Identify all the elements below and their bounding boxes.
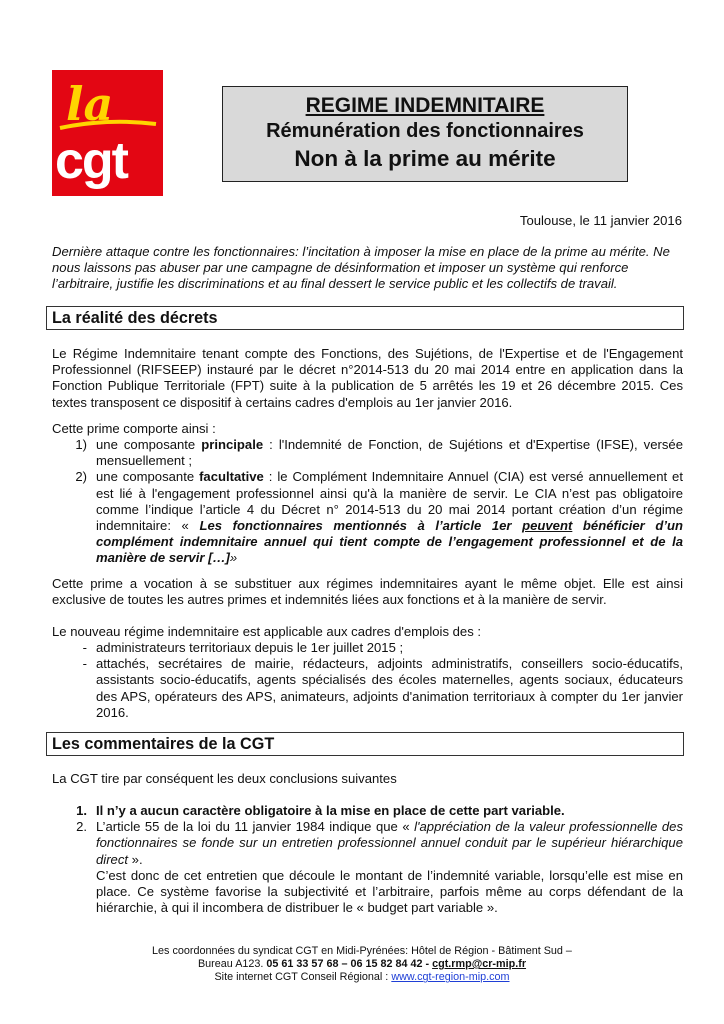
intro-paragraph: Dernière attaque contre les fonctionnaires: l’incitation à imposer la mise en place de la prime au mérite. Ne nous laissons pas abuser par une campagne de désinformation et imposer un système qui renforce l’arbitraire, justifie les discriminations et au final dessert le service public et les collectifs de travail. — [52, 244, 670, 292]
section-heading-decrets: La réalité des décrets — [46, 306, 684, 330]
components-list — [52, 437, 683, 567]
document-date: Toulouse, le 11 janvier 2016 — [519, 213, 682, 228]
cadres-list — [52, 640, 683, 721]
logo-cgt-text: cgt — [55, 132, 127, 190]
list-item: - attachés, secrétaires de mairie, rédacteurs, adjoints administratifs, conseillers socio-éducatifs, assistants socio-éducatifs, agents spécialisés des écoles maternelles, agents sociaux, éducateurs des APS, opérateurs des APS, animateurs, adjoints d'animation territoriaux à compter du 1er janvier 2016. — [82, 656, 683, 720]
list-item: 2. L’article 55 de la loi du 11 janvier 1984 indique que « l'appréciation de la valeur professionnelle des fonctionnaires se fonde sur un entretien professionnel annuel conduit par le supérieur hiérarchique direct ». C’est donc de cet entretien que découle le montant de l’indemnité variable, lorsqu’elle est mise en place. Ce système favorise la subjectivité et l’arbitraire, parfois même au corps défendant de la hiérarchie, à qui il incombera de distribuer le « budget part variable ». — [76, 819, 683, 916]
footer-website-link[interactable]: www.cgt-region-mip.com — [391, 971, 510, 984]
paragraph-substitution: Cette prime a vocation à se substituer aux régimes indemnitaires ayant le même objet. Elle est ainsi exclusive de toutes les autres primes et indemnités liées aux fonctions et à la manière de servir. — [52, 576, 683, 608]
footer-line-3: Site internet CGT Conseil Régional : www.cgt-region-mip.com — [214, 971, 510, 984]
footer-email-link[interactable]: cgt.rmp@cr-mip.fr — [432, 958, 527, 971]
paragraph-composition: Cette prime comporte ainsi : — [52, 421, 216, 436]
title-line-1: REGIME INDEMNITAIRE — [305, 94, 545, 117]
title-box — [222, 86, 628, 182]
section-heading-commentaires: Les commentaires de la CGT — [46, 732, 684, 756]
title-line-3: Non à la prime au mérite — [294, 146, 556, 171]
list-item: 1. Il n’y a aucun caractère obligatoire à la mise en place de cette part variable. — [76, 803, 565, 818]
list-item: 1) une composante principale : l'Indemnité de Fonction, de Sujétions et d'Expertise (IFSE), versée mensuellement ; — [75, 437, 683, 469]
logo-la-text: la — [66, 77, 114, 131]
paragraph-rifseep: Le Régime Indemnitaire tenant compte des Fonctions, des Sujétions, de l'Expertise et de l'Engagement Professionnel (RIFSEEP) instauré par le décret n°2014-513 du 20 mai 2014 entre en application dans la Fonction Publique Territoriale (FPT) suite à la publication de 5 arrêtés les 19 et 26 décembre 2015. Ces textes transposent ce dispositif à certains cadres d'emplois au 1er janvier 2016. — [52, 346, 683, 410]
list-item: 2) une composante facultative : le Complément Indemnitaire Annuel (CIA) est versé annuellement et est lié à l'engagement professionnel ainsi qu'à la manière de servir. Le CIA n’est pas obligatoire comme l’indique l’article 4 du Décret n° 2014-513 du 20 mai 2014 portant création d’un régime indemnitaire: « Les fonctionnaires mentionnés à l’article 1er peuvent bénéficier d’un complément indemnitaire annuel qui tient compte de l’engagement professionnel et de la manière de servir […]» — [75, 469, 683, 566]
footer-line-2: Bureau A123. 05 61 33 57 68 – 06 15 82 84 42 - cgt.rmp@cr-mip.fr — [197, 958, 527, 971]
conclusions-list — [52, 803, 683, 916]
list-item: - administrateurs territoriaux depuis le 1er juillet 2015 ; — [82, 640, 404, 655]
paragraph-applicable: Le nouveau régime indemnitaire est applicable aux cadres d'emplois des : — [52, 624, 482, 639]
title-line-2: Rémunération des fonctionnaires — [266, 120, 584, 142]
footer-contact — [52, 945, 672, 985]
cgt-logo — [52, 70, 163, 196]
footer-line-1: Les coordonnées du syndicat CGT en Midi-Pyrénées: Hôtel de Région - Bâtiment Sud – — [152, 945, 572, 957]
paragraph-conclusions: La CGT tire par conséquent les deux conclusions suivantes — [52, 771, 397, 786]
